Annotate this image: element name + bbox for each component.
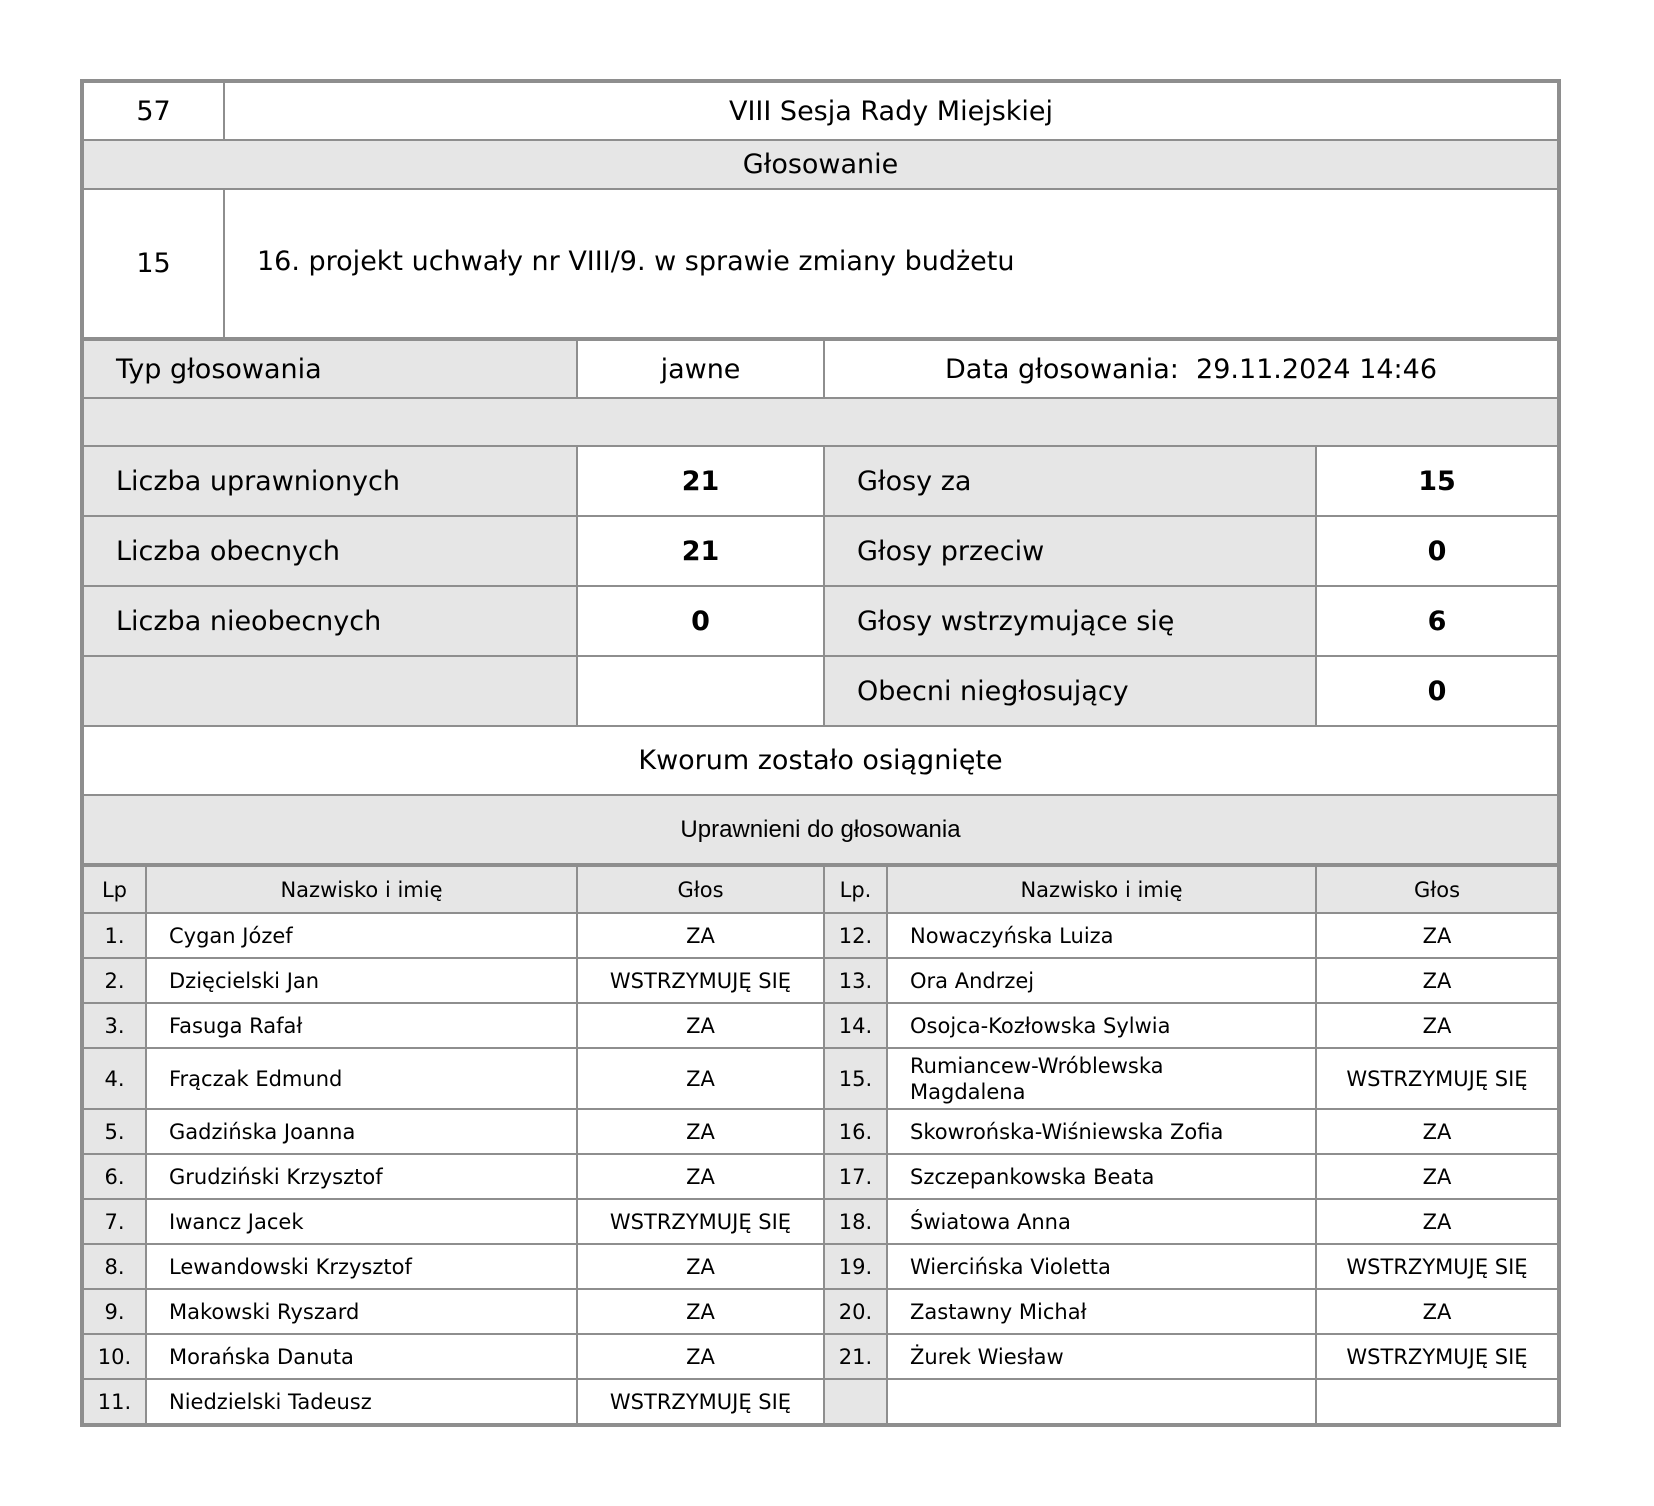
member-vote: ZA [1316,1003,1558,1048]
member-number: 13. [824,958,887,1003]
list-title: Uprawnieni do głosowania [83,795,1558,864]
table-row [83,1199,1558,1244]
session-number: 57 [83,82,224,140]
member-number: 5. [83,1109,146,1154]
member-name: Szczepankowska Beata [887,1154,1316,1199]
table-row [83,1048,1558,1109]
col-vote-left: Głos [577,866,824,913]
member-vote: ZA [577,1109,824,1154]
member-number [824,1379,887,1424]
member-number: 21. [824,1334,887,1379]
quorum-status: Kworum zostało osiągnięte [83,726,1558,795]
table-row [83,1244,1558,1289]
member-number: 14. [824,1003,887,1048]
vote-title: 16. projekt uchwały nr VIII/9. w sprawie zmiany budżetu [224,189,1558,338]
col-lp-left: Lp [83,866,146,913]
col-name-right: Nazwisko i imię [887,866,1316,913]
member-name: Makowski Ryszard [146,1289,577,1334]
member-vote: ZA [577,1003,824,1048]
member-name: Frączak Edmund [146,1048,577,1109]
present-value: 21 [577,516,824,586]
vote-number: 15 [83,189,224,338]
member-vote: WSTRZYMUJĘ SIĘ [1316,1334,1558,1379]
member-name: Cygan Józef [146,913,577,958]
member-name: Fasuga Rafał [146,1003,577,1048]
member-vote: ZA [1316,1154,1558,1199]
member-number: 3. [83,1003,146,1048]
member-name: Wiercińska Violetta [887,1244,1316,1289]
member-number: 18. [824,1199,887,1244]
votes-against-label: Głosy przeciw [824,516,1316,586]
voting-type-value: jawne [577,340,824,398]
member-number: 4. [83,1048,146,1109]
table-row [83,1003,1558,1048]
member-vote: WSTRZYMUJĘ SIĘ [577,958,824,1003]
member-number: 11. [83,1379,146,1424]
member-number: 17. [824,1154,887,1199]
votes-abstain-value: 6 [1316,586,1558,656]
member-name: Dzięcielski Jan [146,958,577,1003]
member-vote: ZA [577,1154,824,1199]
member-vote: ZA [1316,913,1558,958]
voting-type-label: Typ głosowania [83,340,577,398]
entitled-value: 21 [577,446,824,516]
table-row [83,1289,1558,1334]
member-vote: ZA [1316,1199,1558,1244]
absent-value: 0 [577,586,824,656]
member-name: Zastawny Michał [887,1289,1316,1334]
member-name: Osojca-Kozłowska Sylwia [887,1003,1316,1048]
voting-date-label: Data głosowania: [944,353,1179,385]
votes-abstain-label: Głosy wstrzymujące się [824,586,1316,656]
member-number: 1. [83,913,146,958]
member-name [887,1379,1316,1424]
section-title: Głosowanie [83,140,1558,189]
table-row [83,1109,1558,1154]
member-vote: ZA [1316,1289,1558,1334]
table-row [83,913,1558,958]
member-rows [83,913,1558,1424]
table-header-row [83,866,1558,913]
member-number: 15. [824,1048,887,1109]
table-row [83,1334,1558,1379]
member-name: Nowaczyńska Luiza [887,913,1316,958]
col-lp-right: Lp. [824,866,887,913]
member-name: Morańska Danuta [146,1334,577,1379]
member-name: Lewandowski Krzysztof [146,1244,577,1289]
member-vote: WSTRZYMUJĘ SIĘ [577,1379,824,1424]
member-number: 19. [824,1244,887,1289]
votes-against-value: 0 [1316,516,1558,586]
member-vote: WSTRZYMUJĘ SIĘ [1316,1244,1558,1289]
member-vote: ZA [577,913,824,958]
col-vote-right: Głos [1316,866,1558,913]
member-number: 2. [83,958,146,1003]
member-name: Grudziński Krzysztof [146,1154,577,1199]
header-table [82,81,1559,339]
member-vote: WSTRZYMUJĘ SIĘ [1316,1048,1558,1109]
member-name: Ora Andrzej [887,958,1316,1003]
member-name [887,1048,1316,1109]
absent-label: Liczba nieobecnych [83,586,577,656]
member-name: Światowa Anna [887,1199,1316,1244]
member-name-line: Rumiancew-Wróblewska [910,1053,1164,1078]
member-vote [1316,1379,1558,1424]
table-row [83,958,1558,1003]
member-number: 6. [83,1154,146,1199]
voting-date-value: 29.11.2024 14:46 [1196,353,1437,385]
members-table [82,865,1559,1425]
member-number: 12. [824,913,887,958]
votes-for-value: 15 [1316,446,1558,516]
member-vote: ZA [577,1048,824,1109]
voting-report [80,79,1561,1427]
member-vote: ZA [1316,1109,1558,1154]
nonvoting-label: Obecni niegłosujący [824,656,1316,726]
member-name: Niedzielski Tadeusz [146,1379,577,1424]
empty-cell [577,656,824,726]
member-number: 7. [83,1199,146,1244]
table-row [83,1379,1558,1424]
stats-table [82,339,1559,865]
col-name-left: Nazwisko i imię [146,866,577,913]
member-vote: ZA [577,1334,824,1379]
voting-date [824,340,1558,398]
member-number: 20. [824,1289,887,1334]
present-label: Liczba obecnych [83,516,577,586]
member-name-line: Magdalena [910,1079,1026,1104]
entitled-label: Liczba uprawnionych [83,446,577,516]
member-number: 9. [83,1289,146,1334]
empty-cell [83,656,577,726]
nonvoting-value: 0 [1316,656,1558,726]
member-name: Gadzińska Joanna [146,1109,577,1154]
votes-for-label: Głosy za [824,446,1316,516]
member-vote: ZA [577,1289,824,1334]
member-number: 16. [824,1109,887,1154]
member-number: 10. [83,1334,146,1379]
member-vote: WSTRZYMUJĘ SIĘ [577,1199,824,1244]
table-row [83,1154,1558,1199]
spacer-row [83,398,1558,446]
member-name: Skowrońska-Wiśniewska Zofia [887,1109,1316,1154]
session-title: VIII Sesja Rady Miejskiej [224,82,1558,140]
member-name: Żurek Wiesław [887,1334,1316,1379]
member-number: 8. [83,1244,146,1289]
member-vote: ZA [577,1244,824,1289]
member-name: Iwancz Jacek [146,1199,577,1244]
member-vote: ZA [1316,958,1558,1003]
